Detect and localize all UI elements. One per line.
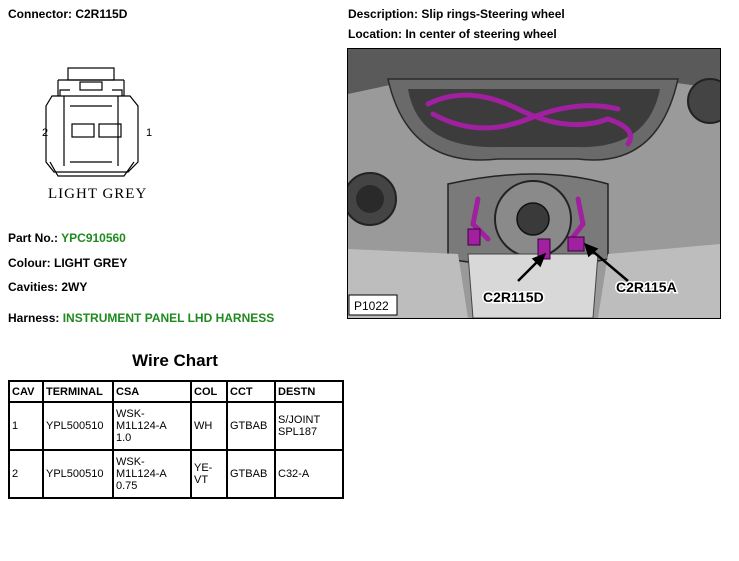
colour-label: Colour: (8, 256, 51, 270)
colour-value: LIGHT GREY (54, 256, 128, 270)
cell-cav: 1 (9, 402, 43, 450)
photo-reference: P1022 (354, 299, 389, 313)
location-line (348, 27, 557, 41)
cavity-2 (72, 124, 94, 137)
connector-face-drawing (38, 66, 162, 202)
cell-terminal: YPL500510 (43, 402, 113, 450)
header-col: COL (191, 381, 227, 402)
table-row (9, 450, 343, 498)
cell-col: YE- VT (191, 450, 227, 498)
steering-column-illustration (348, 49, 720, 318)
harness-value[interactable]: INSTRUMENT PANEL LHD HARNESS (62, 311, 275, 325)
colour-caption: LIGHT GREY (48, 186, 148, 202)
connector-body (46, 96, 138, 172)
description-value: Slip rings-Steering wheel (421, 7, 565, 21)
cell-csa: WSK- M1L124-A 0.75 (113, 450, 191, 498)
part-no-value[interactable]: YPC910560 (61, 231, 126, 245)
callout-label-a: C2R115A (616, 279, 677, 295)
cell-csa: WSK- M1L124-A 1.0 (113, 402, 191, 450)
harness-line (8, 311, 274, 325)
cavities-label: Cavities: (8, 280, 59, 294)
connector-value: C2R115D (75, 7, 128, 21)
connector-latch (68, 68, 114, 80)
connector-line (8, 7, 127, 21)
wire-chart-title: Wire Chart (132, 351, 218, 370)
pin-label-left: 2 (42, 127, 49, 139)
cell-destn: C32-A (275, 450, 343, 498)
connector-label: Connector: (8, 7, 72, 21)
location-value: In center of steering wheel (405, 27, 557, 41)
wire-chart-table (8, 380, 344, 499)
header-destn: DESTN (275, 381, 343, 402)
c2r115a-plug (568, 237, 584, 251)
cavities-value: 2WY (61, 280, 88, 294)
header-cav: CAV (9, 381, 43, 402)
description-line (348, 7, 565, 21)
location-label: Location: (348, 27, 402, 41)
wire-chart-header-row (9, 381, 343, 402)
location-photo (347, 48, 721, 319)
cell-cct: GTBAB (227, 450, 275, 498)
callout-label-d: C2R115D (483, 289, 544, 305)
table-row (9, 402, 343, 450)
part-no-line (8, 231, 126, 245)
cavities-line (8, 280, 87, 294)
cell-destn: S/JOINT SPL187 (275, 402, 343, 450)
pin-label-right: 1 (146, 127, 153, 139)
header-cct: CCT (227, 381, 275, 402)
header-csa: CSA (113, 381, 191, 402)
part-no-label: Part No.: (8, 231, 59, 245)
cell-cct: GTBAB (227, 402, 275, 450)
cell-terminal: YPL500510 (43, 450, 113, 498)
cell-col: WH (191, 402, 227, 450)
colour-line (8, 256, 127, 270)
header-terminal: TERMINAL (43, 381, 113, 402)
cell-cav: 2 (9, 450, 43, 498)
description-label: Description: (348, 7, 419, 21)
harness-label: Harness: (8, 311, 60, 325)
